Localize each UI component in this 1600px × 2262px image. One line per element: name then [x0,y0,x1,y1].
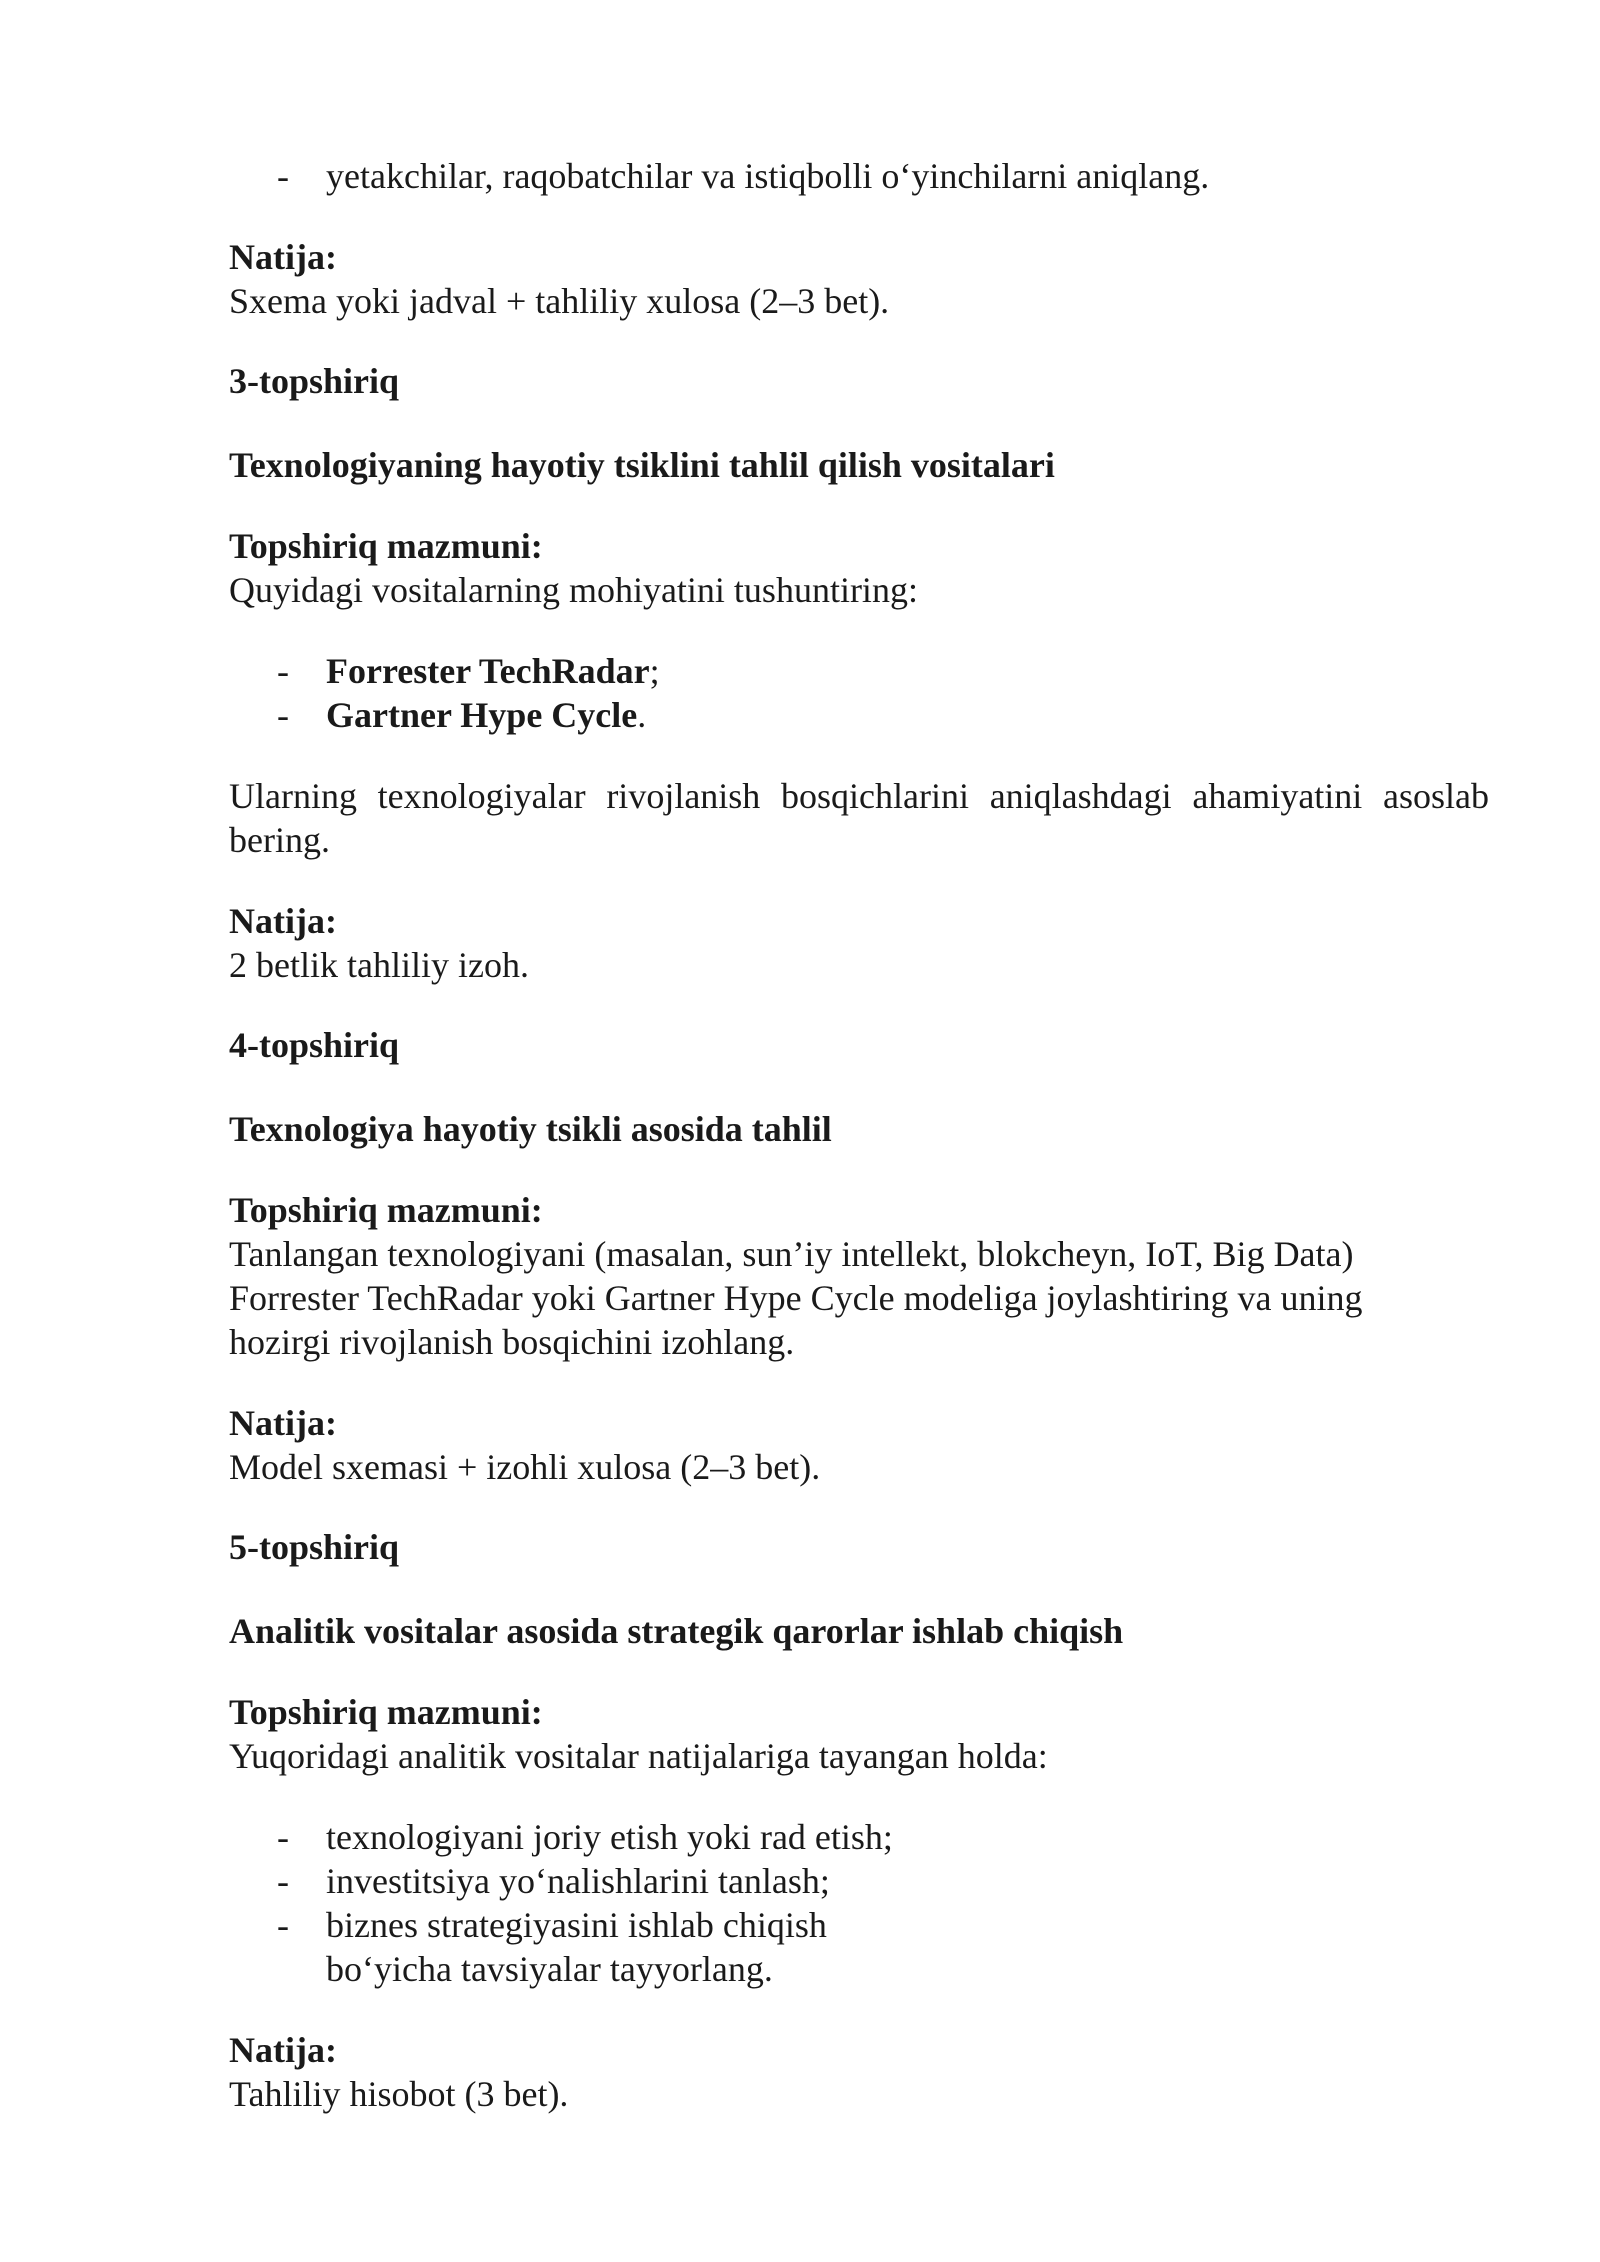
result-text: Tahliliy hisobot (3 bet). [229,2074,569,2114]
bullet-marker: - [277,1905,289,1945]
bullet-marker: - [277,695,289,735]
result-label: Natija: [229,1403,337,1443]
list-continuation: bo‘yicha tavsiyalar tayyorlang. [326,1949,773,1989]
list-item: texnologiyani joriy etish yoki rad etish; [326,1817,893,1857]
bullet-marker: - [277,1861,289,1901]
task-number: 4-topshiriq [229,1025,400,1065]
content-text: Quyidagi vositalarning mohiyatini tushuntiring: [229,570,918,610]
content-line: Forrester TechRadar yoki Gartner Hype Cycle modeliga joylashtiring va uning [229,1278,1363,1318]
task-number: 3-topshiriq [229,361,400,401]
tool-name: Gartner Hype Cycle [326,695,638,735]
bullet-marker: - [277,651,289,691]
intro-bullet-text: yetakchilar, raqobatchilar va istiqbolli o‘yinchilarni aniqlang. [326,156,1210,196]
task-title: Analitik vositalar asosida strategik qarorlar ishlab chiqish [229,1611,1124,1651]
content-text: Yuqoridagi analitik vositalar natijalariga tayangan holda: [229,1736,1048,1776]
tool-name: Forrester TechRadar [326,651,650,691]
item-punctuation: ; [649,651,660,691]
list-item: investitsiya yo‘nalishlarini tanlash; [326,1861,830,1901]
result-text: Model sxemasi + izohli xulosa (2–3 bet). [229,1447,821,1487]
result-label: Natija: [229,237,337,277]
item-punctuation: . [637,695,647,735]
content-line: hozirgi rivojlanish bosqichini izohlang. [229,1322,795,1362]
result-text: 2 betlik tahliliy izoh. [229,945,529,985]
list-item [326,649,660,693]
list-item: biznes strategiyasini ishlab chiqish [326,1905,827,1945]
task-number: 5-topshiriq [229,1527,400,1567]
task-title: Texnologiyaning hayotiy tsiklini tahlil qilish vositalari [229,445,1055,485]
list-item [326,693,646,737]
paragraph: Ularning texnologiyalar rivojlanish bosqichlarini aniqlashdagi ahamiyatini asoslab bering. [229,776,1489,860]
bullet-marker: - [277,1817,289,1857]
content-line: Tanlangan texnologiyani (masalan, sun’iy intellekt, blokcheyn, IoT, Big Data) [229,1234,1354,1274]
result-label: Natija: [229,2030,337,2070]
content-label: Topshiriq mazmuni: [229,1692,543,1732]
result-text: Sxema yoki jadval + tahliliy xulosa (2–3 bet). [229,281,890,321]
result-label: Natija: [229,901,337,941]
content-label: Topshiriq mazmuni: [229,526,543,566]
task-title: Texnologiya hayotiy tsikli asosida tahlil [229,1109,832,1149]
content-label: Topshiriq mazmuni: [229,1190,543,1230]
bullet-marker: - [277,156,289,196]
